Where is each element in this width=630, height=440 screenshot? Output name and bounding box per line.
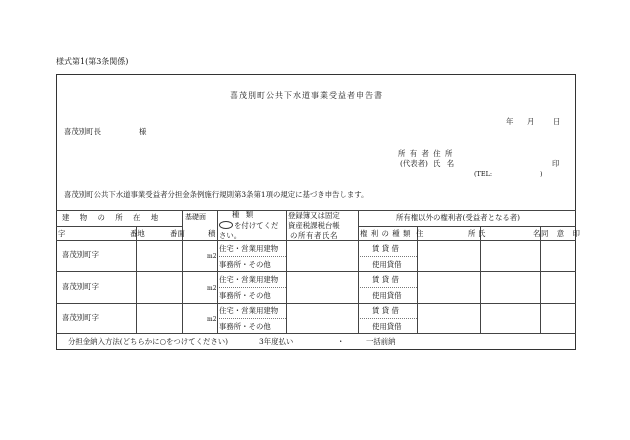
table-row-type2: 事務所・その他 — [219, 260, 271, 269]
form-label: 様式第1(第3条関係) — [56, 57, 129, 66]
payment-label: 分担金納入方法(どちらかに○をつけてください) — [68, 337, 229, 346]
document-title: 喜茂別町公共下水道事業受益者申告書 — [230, 91, 383, 100]
date-year: 年 — [506, 117, 514, 126]
header-registry-bot: の所有者氏名 — [290, 231, 338, 240]
row3-bottom — [56, 333, 576, 334]
owner-tel-close: ) — [540, 170, 543, 178]
header-chiban: 番地 — [130, 229, 145, 238]
owner-tel-label: (TEL: — [474, 170, 493, 178]
date-month: 月 — [527, 117, 535, 126]
header-aza: 字 — [58, 229, 66, 238]
header-doi: 同 意 印 — [541, 229, 583, 238]
table-row-unit: m2 — [207, 285, 217, 292]
table-row-right1: 賃 貸 借 — [372, 275, 399, 284]
header-registry-top: 登録簿又は固定 — [288, 211, 340, 220]
payment-option-installments[interactable]: 3年度払い — [259, 337, 294, 346]
date-day: 日 — [553, 117, 561, 126]
table-row-unit: m2 — [207, 253, 217, 260]
addressee-name: 喜茂別町長 — [64, 127, 101, 136]
header-sho: 所 — [468, 229, 476, 238]
header-other-rights: 所有権以外の権利者(受益者となる者) — [396, 213, 521, 222]
header-seki: 積 — [208, 229, 216, 238]
table-row-type2: 事務所・その他 — [219, 291, 271, 300]
table-row-aza: 喜茂別町字 — [62, 282, 99, 291]
header-mei: 名 — [533, 229, 541, 238]
table-row-type1: 住宅・営業用建物 — [219, 275, 279, 284]
row1-bottom — [56, 271, 576, 272]
header-type-top: 種 類 — [232, 210, 256, 219]
header-area: 基礎面 — [185, 213, 206, 221]
header-rights-type: 権 利 の 種 類 — [360, 229, 411, 238]
owner-seal: 印 — [552, 159, 560, 168]
table-row-type1: 住宅・営業用建物 — [219, 306, 279, 315]
table-header-bottom — [56, 240, 576, 241]
statement-text: 喜茂別町公共下水道事業受益者分担金条例施行規則第3条第1項の規定に基づき申告します。 — [64, 190, 369, 199]
table-row-right2: 使用貸借 — [372, 260, 402, 269]
header-location: 建 物 の 所 在 地 — [62, 213, 163, 222]
table-row-type1: 住宅・営業用建物 — [219, 244, 279, 253]
header-type-mid: を付けてくだ — [234, 221, 279, 230]
header-type-bot: さい。 — [219, 231, 242, 240]
table-row-unit: m2 — [207, 316, 217, 323]
payment-separator: ・ — [337, 337, 345, 346]
header-bango: 番面 — [170, 229, 185, 238]
row2-bottom — [56, 303, 576, 304]
addressee-honorific: 様 — [139, 127, 147, 136]
table-row-right2: 使用貸借 — [372, 291, 402, 300]
table-header-split-right — [358, 226, 576, 227]
header-shimei: 氏 — [478, 229, 486, 238]
header-registry-mid: 資産税課税台帳 — [288, 221, 340, 230]
table-row-aza: 喜茂別町字 — [62, 250, 99, 259]
owner-address-label: 所 有 者 住 所 — [398, 149, 454, 158]
table-row-right2: 使用貸借 — [372, 322, 402, 331]
table-row-right1: 賃 貸 借 — [372, 306, 399, 315]
table-header-split — [56, 226, 182, 227]
owner-name-label: 氏 名 — [433, 159, 457, 168]
table-row-right1: 賃 貸 借 — [372, 244, 399, 253]
payment-option-lump-sum[interactable]: 一括前納 — [366, 337, 396, 346]
circle-mark — [219, 221, 233, 229]
owner-rep-label: (代表者) — [400, 159, 428, 168]
header-jusho: 住 — [416, 229, 424, 238]
table-row-aza: 喜茂別町字 — [62, 313, 99, 322]
table-row-type2: 事務所・その他 — [219, 322, 271, 331]
